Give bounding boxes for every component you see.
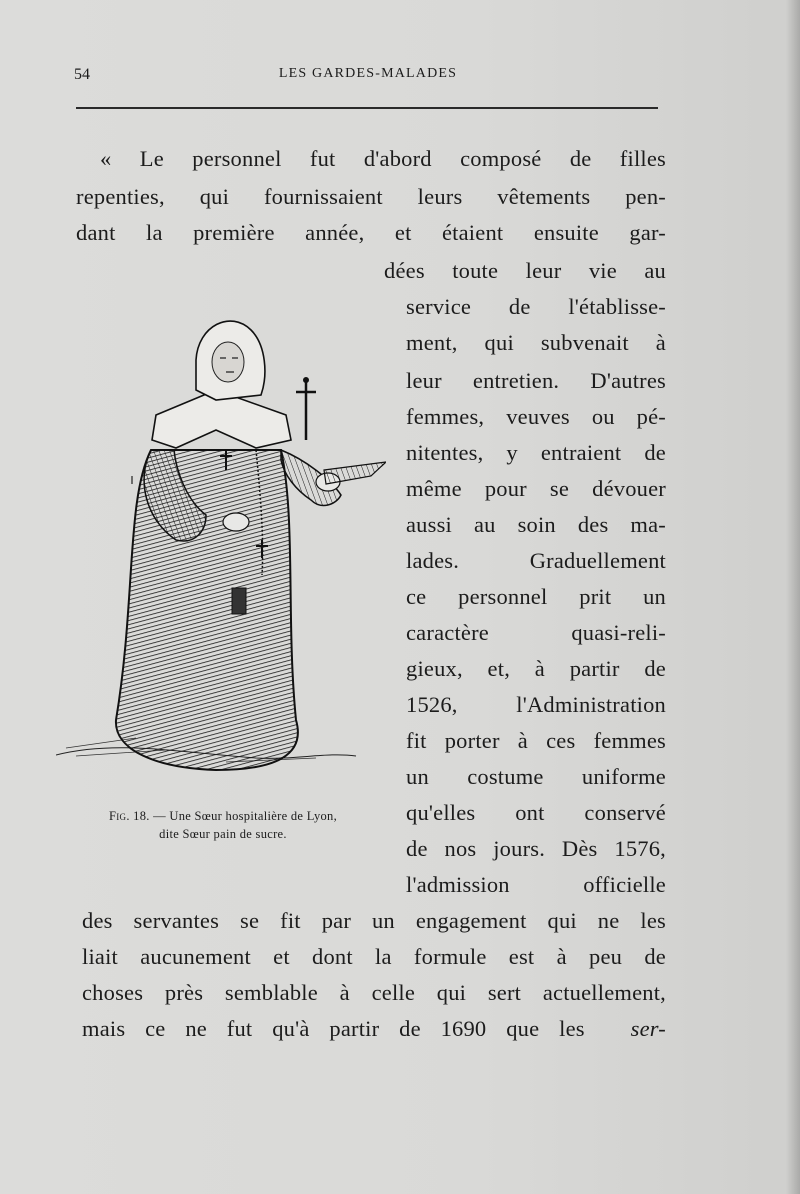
text-line: un costume uniforme [406,764,666,789]
text-line: liait aucunement et dont la formule est à peu de [82,944,666,969]
text-line-main: mais ce ne fut qu'à partir de 1690 que les [82,1016,585,1041]
figure-caption-text: — Une Sœur hospitalière de Lyon, [153,809,338,823]
text-line-last [82,1014,666,1044]
text-line: nitentes, y entraient de [406,440,666,465]
text-line: repenties, qui fournissaient leurs vêtements pen- [76,184,666,209]
text-line: ce personnel prit un [406,584,666,609]
text-line: aussi au soin des ma- [406,512,666,537]
text-line: des servantes se fit par un engagement qui ne les [82,908,666,933]
nun-illustration [56,300,386,800]
text-line: qu'elles ont conservé [406,800,666,825]
text-line: lades. Graduellement [406,548,666,573]
running-title: LES GARDES-MALADES [278,66,458,81]
figure-caption-line2: dite Sœur pain de sucre. [159,827,287,841]
text-line: « Le personnel fut d'abord composé de filles [100,146,666,171]
text-line: ment, qui subvenait à [406,330,666,355]
text-line: femmes, veuves ou pé- [406,404,666,429]
text-line: de nos jours. Dès 1576, [406,836,666,861]
figure-caption [50,808,396,825]
page-number: 54 [74,66,90,83]
header-rule [76,107,658,109]
text-line: 1526, l'Administration [406,692,666,717]
figure-engraving [56,300,386,800]
text-line-italic: ser- [630,1016,666,1041]
text-line: l'admission officielle [406,872,666,897]
text-line: caractère quasi-reli- [406,620,666,645]
text-line: service de l'établisse- [406,294,666,319]
text-line: dant la première année, et étaient ensuite gar- [76,220,666,245]
text-line: même pour se dévouer [406,476,666,501]
text-line: fit porter à ces femmes [406,728,666,753]
page-edge-shadow [786,0,800,1194]
page-header [74,66,662,90]
text-line: choses près semblable à celle qui sert actuellement, [82,980,666,1005]
text-line: gieux, et, à partir de [406,656,666,681]
text-line: dées toute leur vie au [384,258,666,283]
figure-label: Fig. 18. [108,809,150,823]
text-line: leur entretien. D'autres [406,368,666,393]
